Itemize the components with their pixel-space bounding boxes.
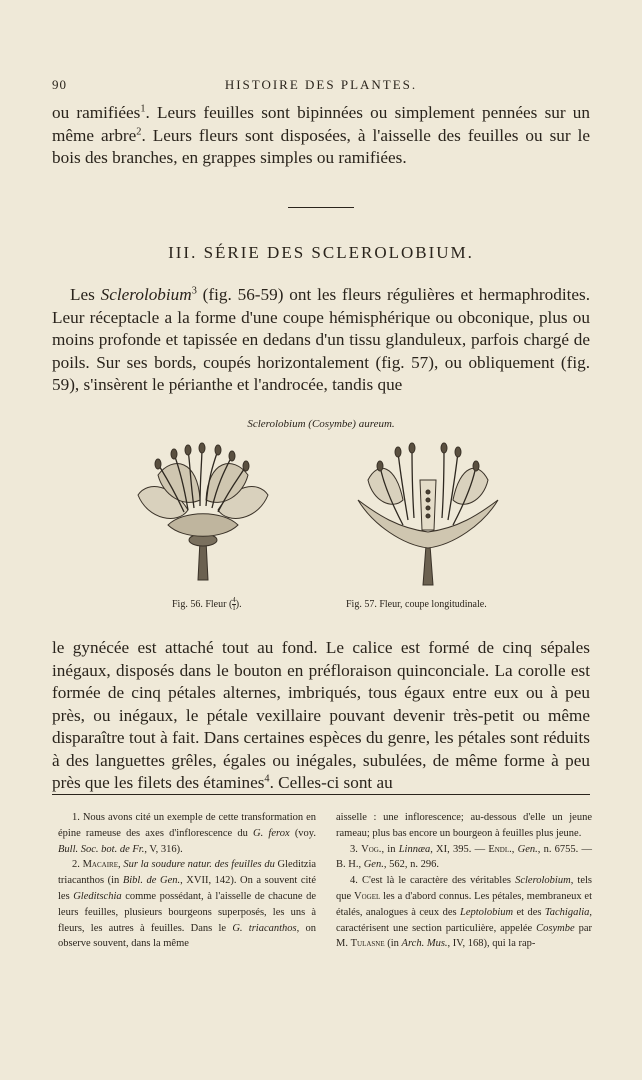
fig-56-label: Fig. 56. Fleur ( $\frac{4}{1}$ ). [172, 596, 242, 612]
footnote-3: 3. Vog., in Linnæa, XI, 395. — Endl., Gen., n. 6755. — B. H., Gen., 562, n. 296. [336, 843, 593, 871]
footnote-2-continued: aisselle : une inflorescence; au-dessous d'elle un jeune rameau; plus bas encore un bourgeon à feuilles plus jeune. [336, 812, 592, 839]
footnote-4: 4. C'est là le caractère des véritables Sclerolobium, tels que Vogel les a d'abord connus. Les pétales, membraneux et étalés, analogues à ceux des Leptolobium et des Tachigalia, caractérisent une section particulière, appelée Cosymbe par M. Tulasne (in Arch. Mus., IV, 168), qui la rap- [336, 875, 593, 950]
figure-caption: Sclerolobium (Cosymbe) aureum. [247, 418, 395, 430]
magnification-fraction: $\frac{4}{1}$ [232, 596, 236, 612]
running-title: HISTOIRE DES PLANTES. [224, 77, 418, 92]
footnote-ref[interactable]: 1 [140, 103, 146, 115]
footnote-ref[interactable]: 2 [136, 125, 142, 137]
footnote-2: 2. Macaire, Sur la soudure natur. des feuilles du Gleditzia triacanthos (in Bibl. de Gen., XVII, 142). On a souvent cité les Gleditschia comme possédant, à l'aisselle de chacune de leurs feuilles, plusieurs bourgeons superposés, les uns à fleurs, les autres à feuilles. Dans le G. triacanthos, on observe souvent, dans la même [58, 859, 317, 950]
flower-section-illustration [348, 440, 508, 590]
section-divider [288, 207, 354, 208]
footnote-separator [52, 794, 590, 795]
fig-57-label: Fig. 57. Fleur, coupe longitudinale. [346, 599, 487, 610]
section-title: III. SÉRIE DES SCLEROLOBIUM. [168, 243, 474, 262]
footnotes-left-column [58, 810, 316, 952]
page-number: 90 [52, 77, 67, 92]
serie-paragraph: Les Sclerolobium$^3$ (fig. 56-59) ont les fleurs régulières et hermaphrodites. Leur réceptacle a la forme d'une coupe hémisphérique ou obconique, plus ou moins profonde et tapissée en dedans d'un tissu glanduleux, parfois chargé de poils. Sur ses bords, coupés horizontalement (fig. 57), ou obliquement (fig. 59), s'insèrent le périanthe et l'androcée, tandis que [52, 285, 591, 394]
footnote-1: 1. Nous avons cité un exemple de cette transformation en épine rameuse des axes d'inflorescence du G. ferox (voy. Bull. Soc. bot. de Fr., V, 316). [58, 812, 317, 855]
footnote-ref[interactable]: 3 [191, 285, 197, 297]
footnote-ref[interactable]: 4 [264, 773, 270, 785]
intro-paragraph: ou ramifiées$^1$. Leurs feuilles sont bipinnées ou simplement pennées sur un même arbre$^2$. Leurs fleurs sont disposées, à l'aisselle des feuilles ou sur le bois des branches, en grappes simples ou ramifiées. [52, 103, 590, 167]
running-head [52, 77, 590, 95]
continuation-paragraph: le gynécée est attaché tout au fond. Le calice est formé de cinq sépales inégaux, disposés dans le bouton en préfloraison quinconciale. La corolle est formée de cinq pétales alternes, imbriqués, tous égaux entre eux ou à peu près, ou inégaux, le pétale vexillaire pouvant devenir très-petit ou même disparaître tout à fait. Dans certaines espèces du genre, les pétales sont réduits à des languettes grêles, égales ou inégales, subulées, de même forme à peu près que les filets des étamines$^4$. Celles-ci sont au [52, 638, 590, 792]
genus-name: Sclerolobium [100, 285, 192, 304]
flower-illustration [128, 440, 278, 590]
footnotes-right-column [336, 810, 592, 952]
